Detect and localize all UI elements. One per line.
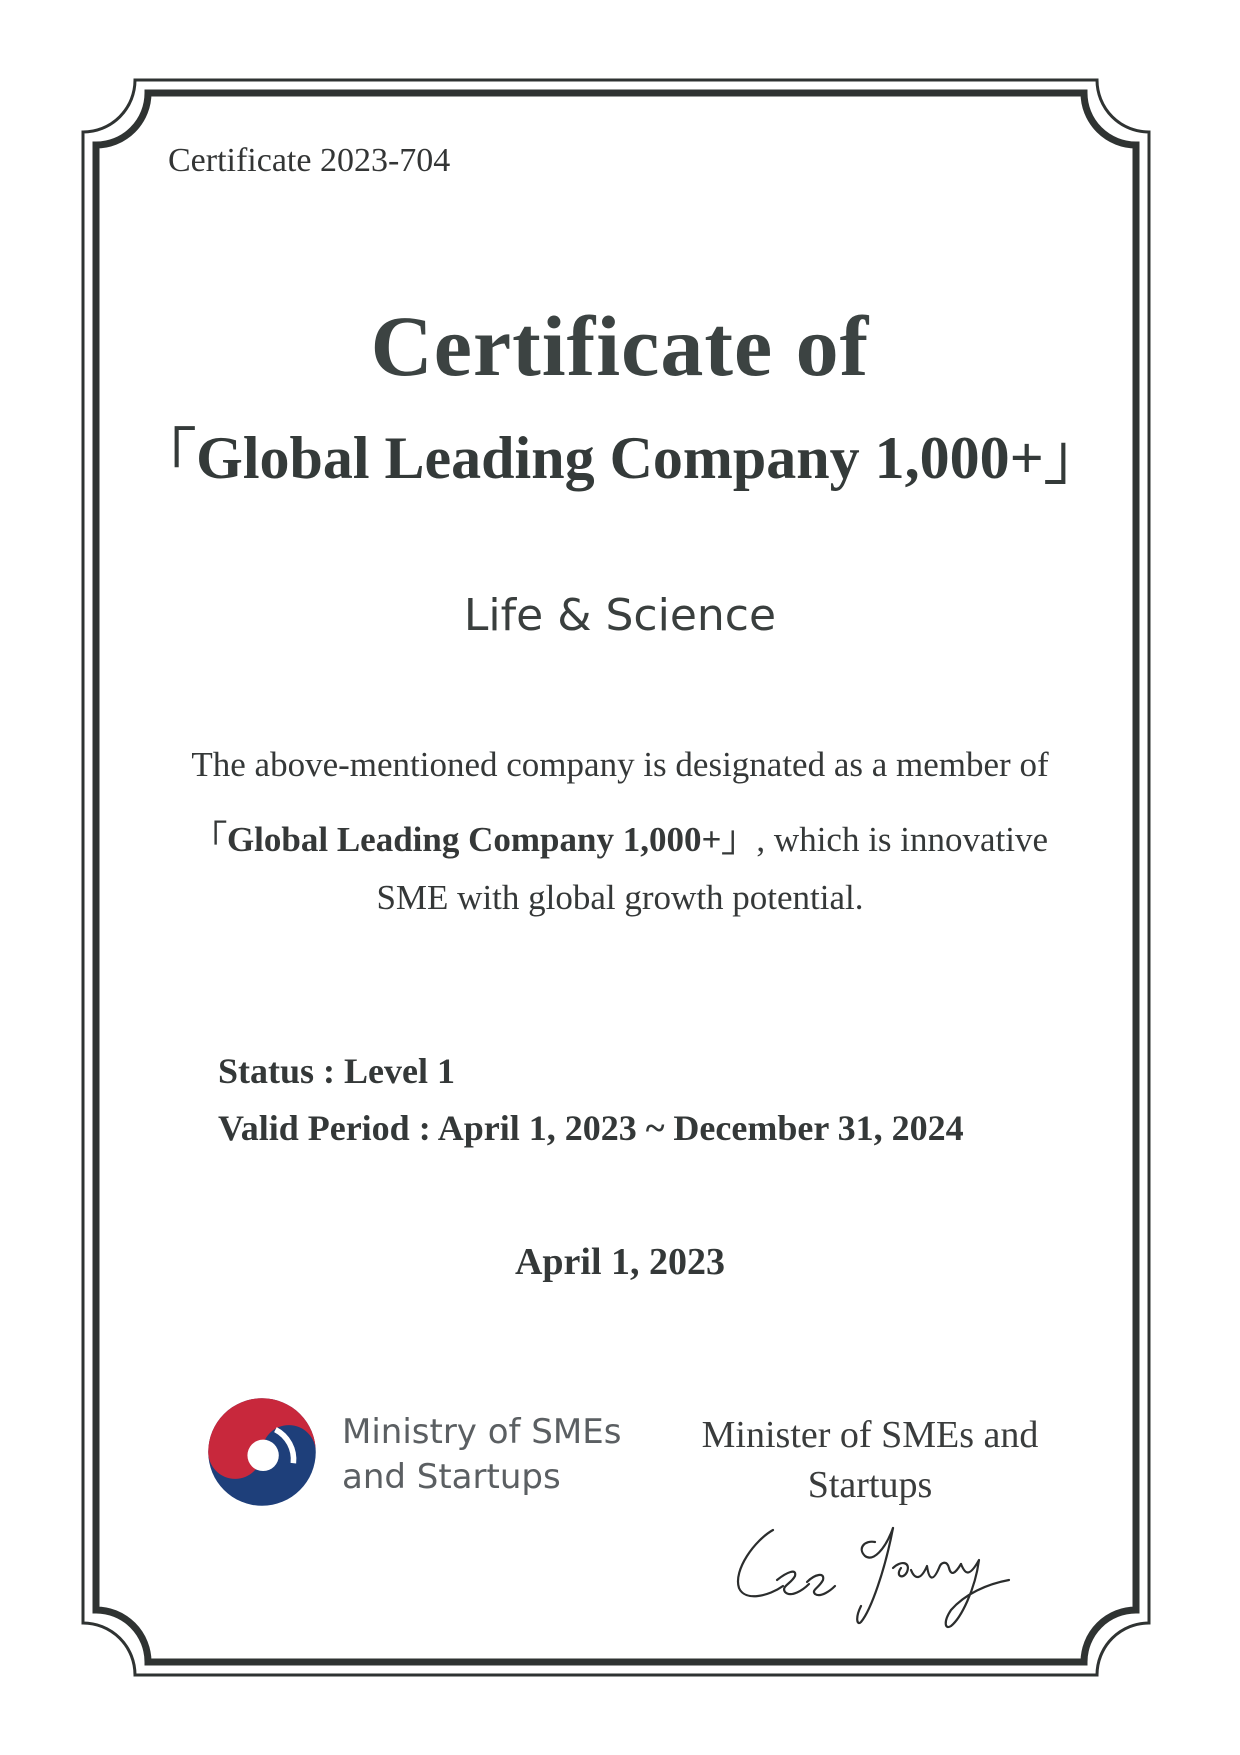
valid-period-label: Valid Period :: [218, 1108, 438, 1148]
status-label: Status :: [218, 1051, 345, 1091]
body-text-line-2: [0, 812, 1240, 862]
certificate-number: Certificate 2023-704: [168, 142, 451, 179]
minister-signature: [725, 1510, 1025, 1640]
body-text-rest: , which is innovative: [756, 820, 1049, 859]
status-line: [218, 1050, 455, 1092]
company-name: Life & Science: [463, 590, 777, 641]
ministry-name: [342, 1410, 621, 1500]
ministry-name-line-1: Ministry of SMEs: [342, 1412, 622, 1452]
body-program-name: 「Global Leading Company 1,000+」: [191, 820, 757, 859]
body-text-line-3: SME with global growth potential.: [376, 878, 864, 917]
minister-title-line-2: Startups: [807, 1464, 933, 1506]
program-title: 「Global Leading Company 1,000+」: [136, 425, 1104, 491]
ministry-name-line-2: and Startups: [342, 1457, 561, 1497]
minister-title-line-1: Minister of SMEs and: [701, 1414, 1039, 1456]
status-value: Level 1: [344, 1051, 456, 1091]
valid-period-line: [218, 1107, 964, 1149]
ministry-emblem-icon: [206, 1396, 318, 1508]
issue-date: April 1, 2023: [514, 1241, 726, 1283]
certificate-title: Certificate of: [370, 298, 870, 394]
body-text-line-1: The above-mentioned company is designated as a member of: [191, 745, 1049, 784]
valid-period-value: April 1, 2023 ~ December 31, 2024: [437, 1108, 964, 1148]
minister-title: [670, 1410, 1070, 1510]
